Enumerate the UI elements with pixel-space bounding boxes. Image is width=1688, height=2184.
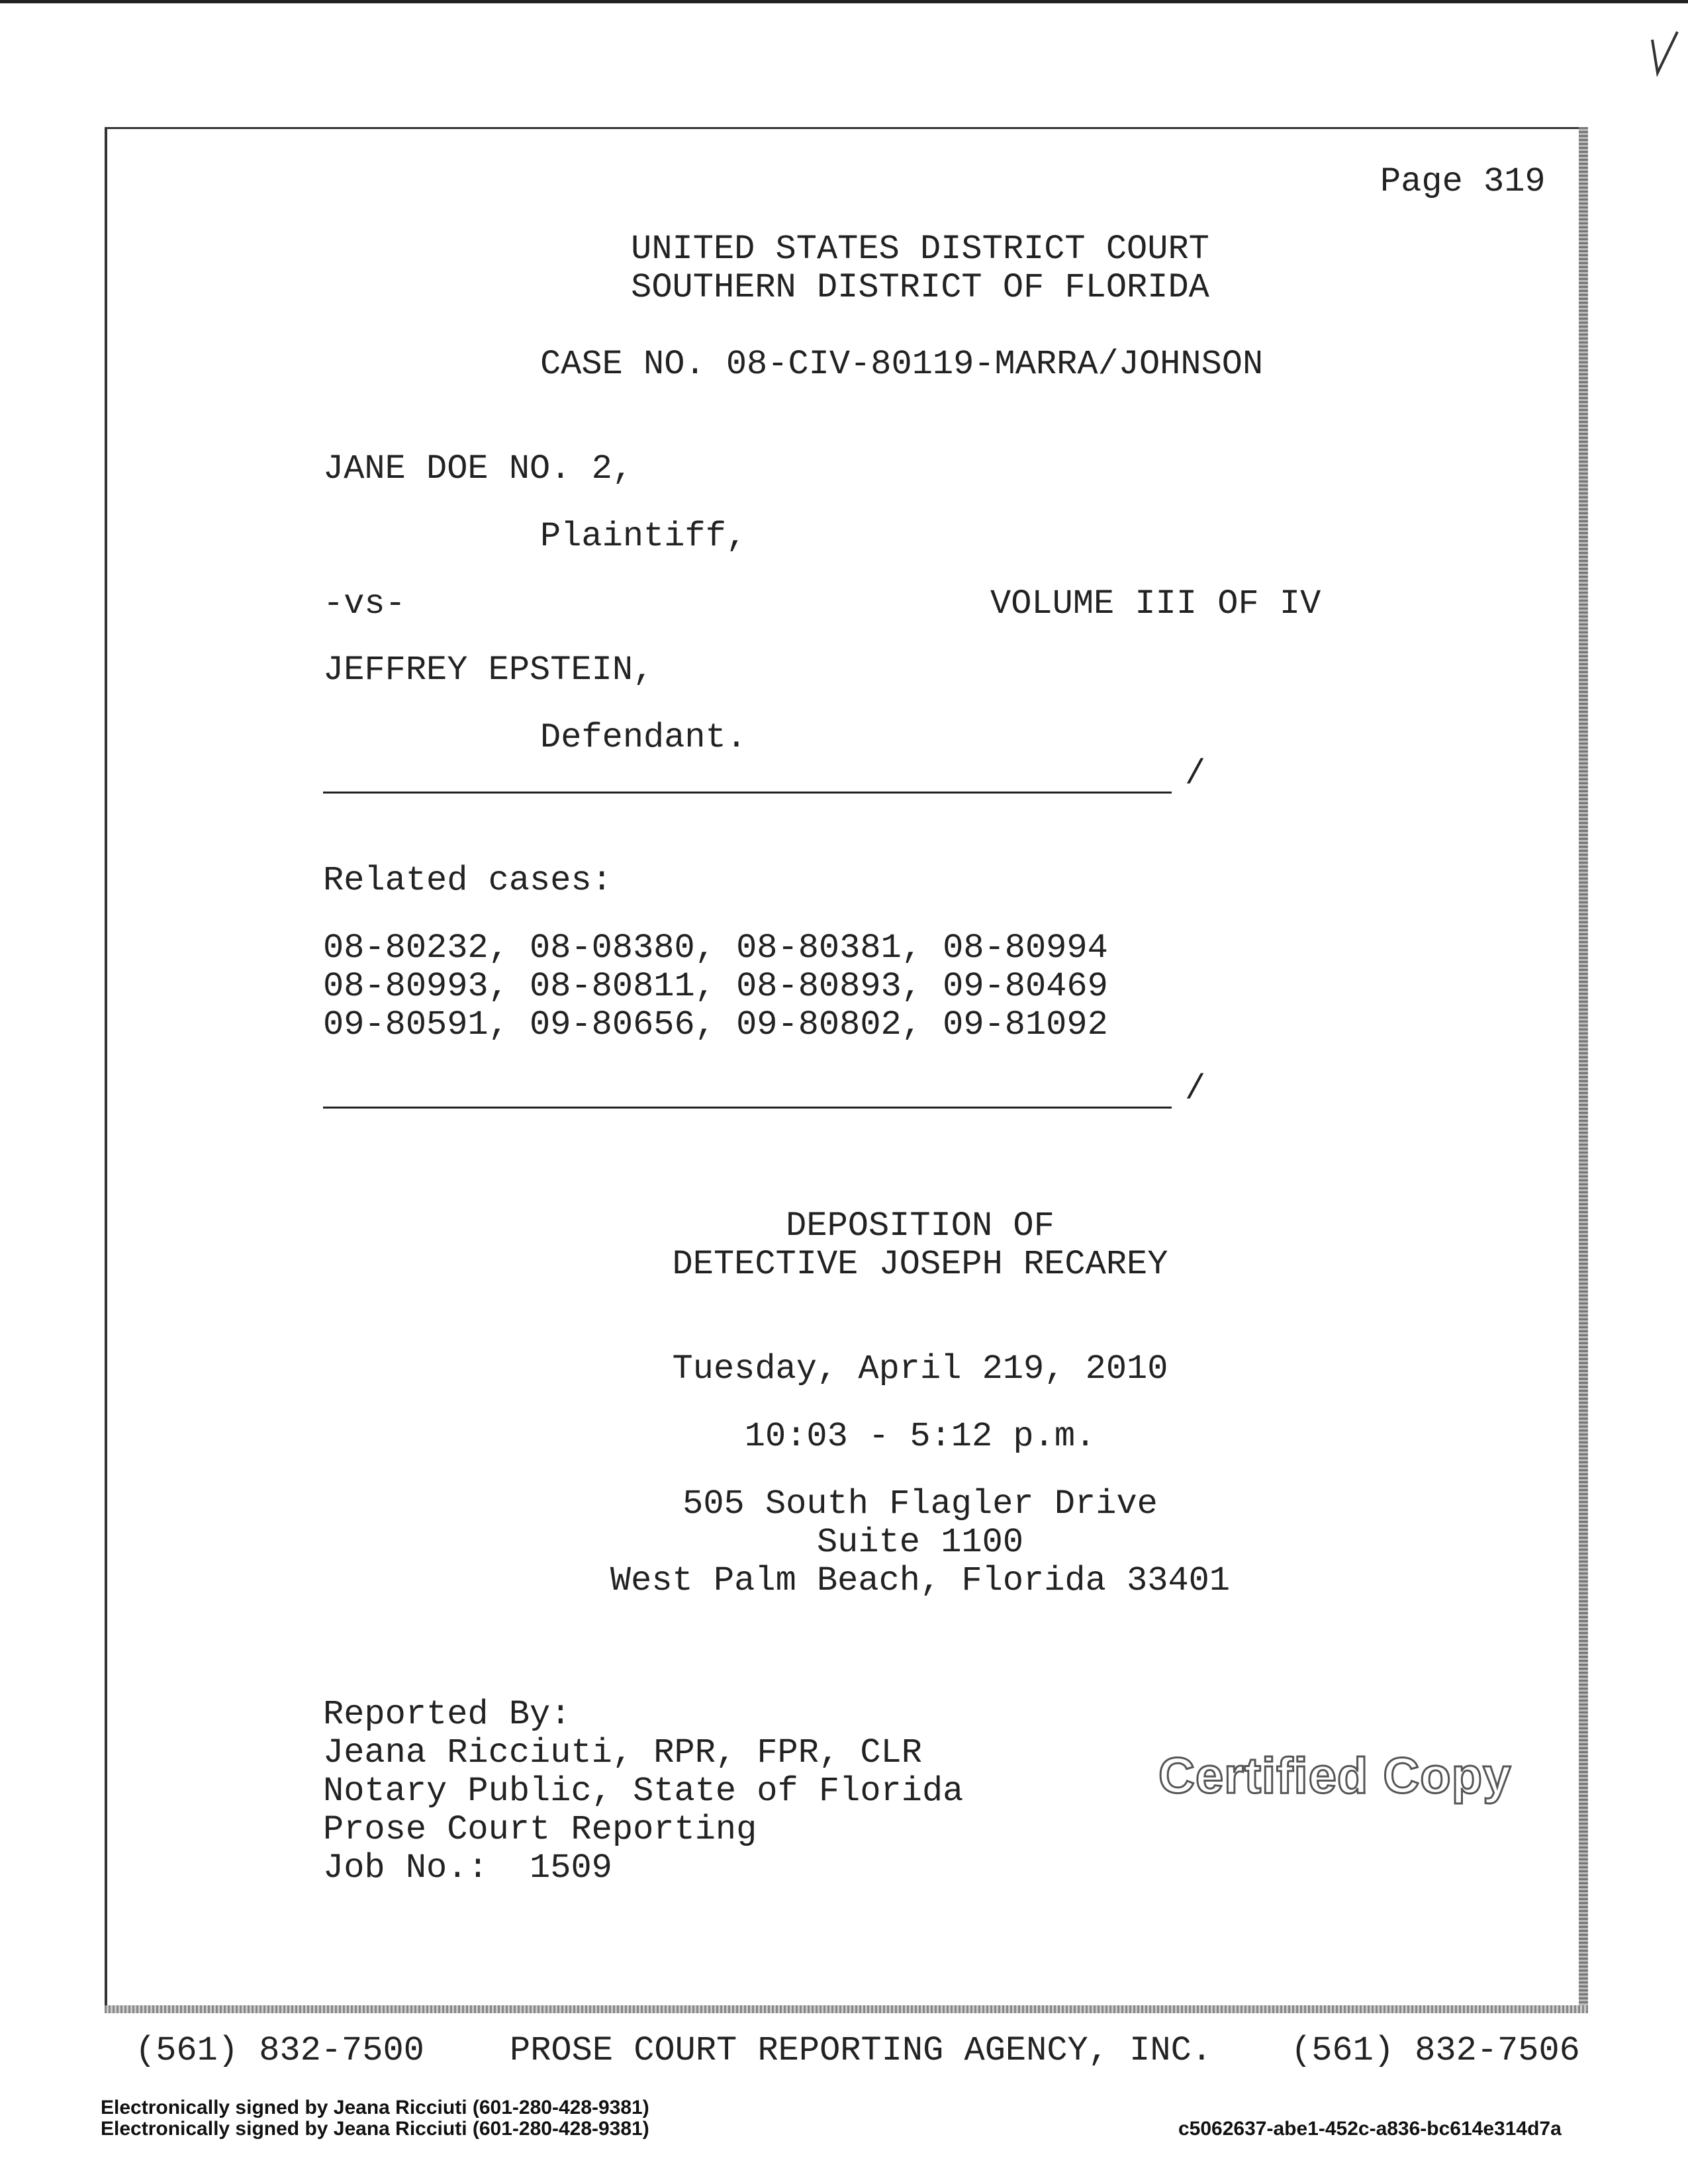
caption-divider: [323, 792, 1172, 794]
top-border-line: [0, 0, 1688, 3]
address-line-2: Suite 1100: [816, 1523, 1024, 1562]
versus-label: -vs-: [323, 584, 406, 623]
footer-phone-right: (561) 832-7506: [1291, 2031, 1580, 2070]
related-divider-slash: /: [1185, 1069, 1206, 1109]
related-cases-row: 09-80591, 09-80656, 09-80802, 09-81092: [323, 1005, 1108, 1044]
deponent-name: DETECTIVE JOSEPH RECAREY: [672, 1245, 1168, 1284]
plaintiff-name: JANE DOE NO. 2,: [323, 449, 633, 488]
checkmark-icon: [1648, 26, 1681, 79]
reported-by-label: Reported By:: [323, 1695, 571, 1734]
volume-label: VOLUME III OF IV: [990, 584, 1321, 623]
related-cases-label: Related cases:: [323, 861, 612, 900]
document-id: c5062637-abe1-452c-a836-bc614e314d7a: [1178, 2118, 1562, 2140]
reporter-notary: Notary Public, State of Florida: [323, 1772, 964, 1811]
reporter-agency: Prose Court Reporting: [323, 1810, 757, 1849]
frame-right-edge: [1579, 127, 1588, 2012]
case-number: CASE NO. 08-CIV-80119-MARRA/JOHNSON: [540, 345, 1264, 384]
defendant-label: Defendant.: [540, 718, 747, 757]
plaintiff-label: Plaintiff,: [540, 517, 747, 556]
defendant-name: JEFFREY EPSTEIN,: [323, 651, 654, 690]
court-name: UNITED STATES DISTRICT COURT: [631, 230, 1209, 269]
electronic-signature-line: Electronically signed by Jeana Ricciuti (601-280-428-9381): [101, 2118, 649, 2140]
deposition-date: Tuesday, April 219, 2010: [672, 1349, 1168, 1388]
footer-agency-name: PROSE COURT REPORTING AGENCY, INC.: [510, 2031, 1212, 2070]
electronic-signature-line: Electronically signed by Jeana Ricciuti (601-280-428-9381): [101, 2097, 649, 2118]
related-cases-row: 08-80993, 08-80811, 08-80893, 09-80469: [323, 967, 1108, 1006]
footer-phone-left: (561) 832-7500: [135, 2031, 424, 2070]
deposition-time: 10:03 - 5:12 p.m.: [744, 1417, 1096, 1456]
page-number: Page 319: [1380, 162, 1546, 201]
certified-copy-stamp: Certified Copy: [1158, 1748, 1512, 1804]
reporter-name: Jeana Ricciuti, RPR, FPR, CLR: [323, 1733, 922, 1772]
deposition-title: DEPOSITION OF: [786, 1206, 1055, 1246]
related-divider: [323, 1107, 1172, 1109]
frame-bottom-edge: [105, 2005, 1588, 2013]
address-line-1: 505 South Flagler Drive: [682, 1484, 1158, 1524]
job-number: Job No.: 1509: [323, 1848, 612, 1888]
caption-divider-slash: /: [1185, 754, 1206, 794]
related-cases-row: 08-80232, 08-08380, 08-80381, 08-80994: [323, 929, 1108, 968]
address-line-3: West Palm Beach, Florida 33401: [610, 1561, 1231, 1600]
court-district: SOUTHERN DISTRICT OF FLORIDA: [631, 268, 1209, 307]
